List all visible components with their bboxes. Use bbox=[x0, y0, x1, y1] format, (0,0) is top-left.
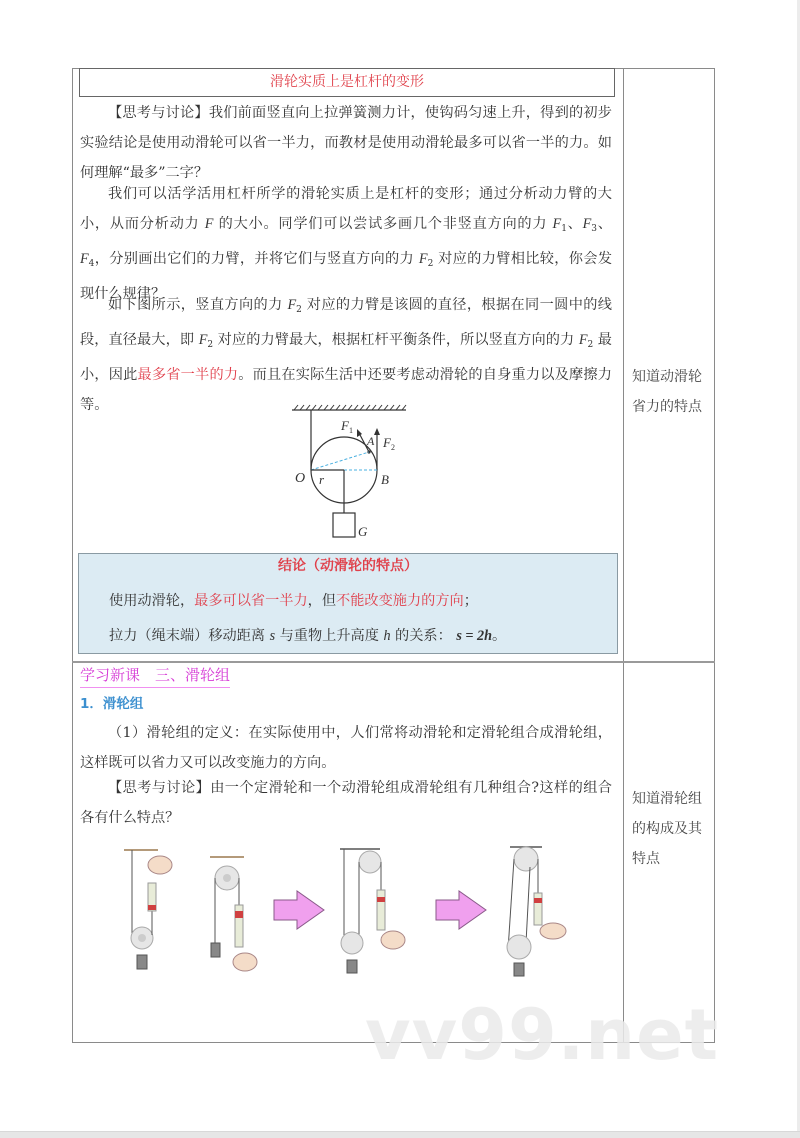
fixed-pulley-figure bbox=[210, 857, 257, 971]
conclusion-line-2: 拉力（绳末端）移动距离 s 与重物上升高度 h 的关系： s = 2h。 bbox=[109, 628, 507, 644]
svg-text:F: F bbox=[341, 418, 349, 433]
objective-note-2: 知道滑轮组 的构成及其 特点 bbox=[632, 791, 702, 867]
explanation-paragraph: 如下图所示，竖直方向的力 $F_2$ 对应的力臂是该圆的直径，根据在同一圆中的线段，直径最大，即 $F_2$ 对应的力臂最大，根据杠杆平衡条件，所以竖直方向的力 $F_2$ 最小，因此最多省一半的力。而且在实际生活中还要考虑动滑轮的自身重力以及摩擦力等。 bbox=[80, 297, 612, 413]
objective-note-1: 知道动滑轮 省力的特点 bbox=[632, 369, 702, 415]
arrow-icon bbox=[274, 891, 324, 929]
svg-text:F: F bbox=[383, 435, 391, 450]
discussion-paragraph: 【思考与讨论】我们前面竖直向上拉弹簧测力计，使钩码匀速上升，得到的初步实验结论是使用动滑轮可以省一半力，而教材是使用动滑轮最多可以省一半的力。如何理解“最多”二字？ bbox=[80, 105, 612, 181]
discussion-paragraph-2: 【思考与讨论】由一个定滑轮和一个动滑轮组成滑轮组有几种组合?这样的组合各有什么特点？ bbox=[80, 780, 612, 826]
pulley-combinations-figure bbox=[110, 835, 590, 980]
pulley-block-three-strands-figure bbox=[507, 847, 566, 976]
svg-text:A: A bbox=[367, 434, 375, 448]
svg-text:O: O bbox=[295, 471, 306, 486]
svg-text:1: 1 bbox=[349, 426, 353, 435]
title-text: 滑轮实质上是杠杆的变形 bbox=[270, 74, 424, 90]
analysis-paragraph: 我们可以活学活用杠杆所学的滑轮实质上是杠杆的变形；通过分析动力臂的大小，从而分析动力 F 的大小。同学们可以尝试多画几个非竖直方向的力 $F_1$、$F_3$、$F_4$，分别画出它们的力臂，并将它们与竖直方向的力 $F_2$ 对应的力臂相比较，你会发现什么规律？ bbox=[80, 186, 613, 302]
title-box bbox=[79, 68, 615, 97]
definition-paragraph: （1）滑轮组的定义：在实际使用中，人们常将动滑轮和定滑轮组合成滑轮组，这样既可以省力又可以改变施力的方向。 bbox=[80, 725, 612, 771]
movable-pulley-figure bbox=[124, 850, 172, 969]
conclusion-box bbox=[78, 553, 618, 654]
conclusion-line-1: 使用动滑轮，最多可以省一半力，但不能改变施力的方向； bbox=[109, 593, 478, 609]
pulley-block-two-strands-figure bbox=[340, 849, 405, 973]
subheading: 1．滑轮组 bbox=[80, 696, 144, 712]
svg-text:B: B bbox=[381, 472, 389, 487]
pulley-lever-diagram bbox=[288, 402, 418, 547]
formula: s = 2h bbox=[456, 628, 493, 644]
highlight-text: 最多省一半的力 bbox=[137, 367, 239, 383]
svg-text:2: 2 bbox=[391, 443, 395, 452]
svg-text:G: G bbox=[358, 524, 368, 539]
column-divider bbox=[623, 68, 624, 1043]
svg-text:r: r bbox=[319, 472, 325, 487]
arrow-icon bbox=[436, 891, 486, 929]
watermark: vv99.net bbox=[365, 994, 720, 1076]
conclusion-title: 结论（动滑轮的特点） bbox=[278, 558, 418, 574]
section-heading: 学习新课 三、滑轮组 bbox=[80, 663, 230, 688]
